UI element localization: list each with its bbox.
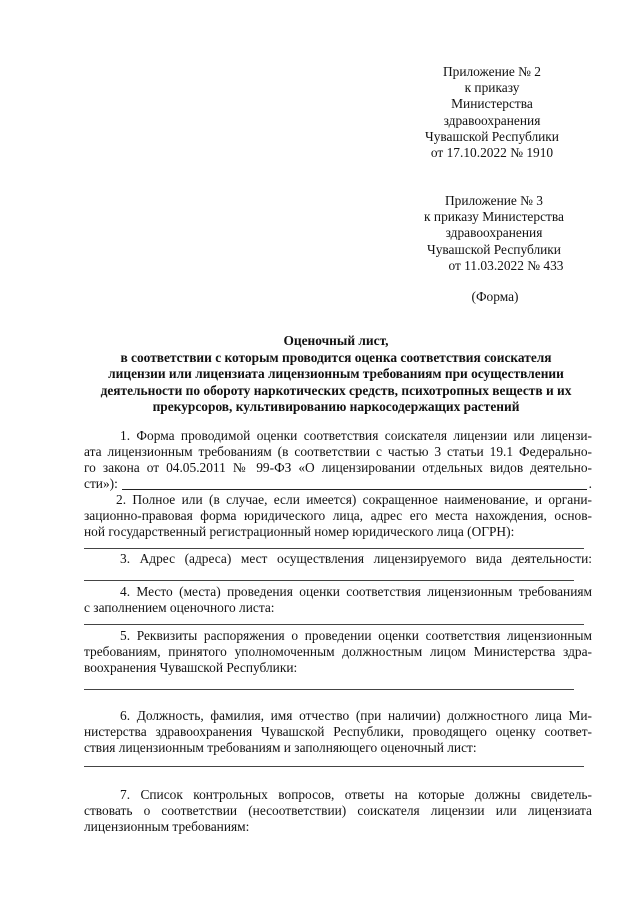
annex-3-header [408, 193, 580, 274]
annex-3-line: от 11.03.2022 № 433 [448, 257, 564, 273]
item-1-text: го закона от 04.05.2011 № 99-ФЗ «О лицензировании отдельных видов деятельно- [84, 460, 592, 475]
item-5-text: требованиям, принятого уполномоченным должностным лицом Министерства здра- [84, 644, 592, 659]
annex-3-line: Чувашской Республики [427, 241, 561, 257]
item-5-text: воохранения Чувашской Республики: [84, 660, 298, 675]
item-4-blank-line [84, 624, 584, 625]
item-6-text: ствия лицензионным требованиям и заполняющего оценочный лист: [84, 740, 477, 755]
item-5-blank-line [84, 689, 574, 690]
form-label: (Форма) [471, 289, 519, 304]
item-6-blank-line [84, 766, 584, 767]
annex-2-line: здравоохранения [443, 112, 541, 128]
item-6-text: 6. Должность, фамилия, имя отчество (при наличии) должностного лица Ми- [120, 708, 592, 723]
item-7-text: 7. Список контрольных вопросов, ответы на которые должны свидетель- [120, 787, 592, 802]
item-2-text: 2. Полное или (в случае, если имеется) сокращенное наименование, и органи- [116, 492, 592, 507]
title-line: прекурсоров, культивированию наркосодержащих растений [152, 399, 520, 414]
annex-3-line: к приказу Министерства [424, 209, 564, 225]
item-2-blank-line [84, 548, 584, 549]
title-line: деятельности по обороту наркотических средств, психотропных веществ и их [100, 382, 572, 398]
item-1-form-field [84, 476, 592, 492]
item-4-text: 4. Место (места) проведения оценки соответствия лицензионным требованиям [120, 584, 592, 599]
item-4-text: с заполнением оценочного листа: [84, 600, 275, 615]
item-1-label: сти»): [84, 476, 118, 491]
annex-2-line: Чувашской Республики [425, 128, 559, 144]
item-1-text: ата лицензионным требованиям (в соответствии с частью 3 статьи 19.1 Федерально- [84, 444, 592, 459]
item-2-text: зационно-правовая форма юридического лица, адрес его места нахождения, основ- [84, 508, 592, 523]
item-1-end: . [588, 476, 592, 491]
item-2-text: ной государственный регистрационный номер юридического лица (ОГРН): [84, 524, 515, 539]
annex-2-line: Министерства [451, 96, 533, 112]
item-6-text: нистерства здравоохранения Чувашской Республики, проводящего оценку соответ- [84, 724, 592, 739]
item-5-text: 5. Реквизиты распоряжения о проведении оценки соответствия лицензионным [120, 628, 592, 643]
annex-3-line: здравоохранения [445, 225, 543, 241]
title-line: Оценочный лист, [283, 333, 389, 348]
annex-2-header [412, 64, 572, 161]
item-7-text: лицензионным требованиям: [84, 819, 250, 834]
item-3-blank-line [84, 580, 574, 581]
item-3-text: 3. Адрес (адреса) мест осуществления лицензируемого вида деятельности: [120, 551, 592, 566]
title-line: в соответствии с которым проводится оценка соответствия соискателя [120, 349, 552, 365]
annex-2-line: Приложение № 2 [442, 64, 542, 79]
annex-2-line: к приказу [464, 80, 520, 96]
title-line: лицензии или лицензиата лицензионным требованиям при осуществлении [108, 366, 564, 381]
annex-2-line: от 17.10.2022 № 1910 [430, 145, 554, 161]
item-1-text: 1. Форма проводимой оценки соответствия соискателя лицензии или лицензи- [120, 428, 592, 443]
document-title [80, 333, 592, 416]
annex-3-line: Приложение № 3 [444, 193, 544, 208]
item-7-text: ствовать о соответствии (несоответствии) соискателя лицензии или лицензиата [84, 803, 592, 818]
item-1-blank [122, 477, 587, 490]
